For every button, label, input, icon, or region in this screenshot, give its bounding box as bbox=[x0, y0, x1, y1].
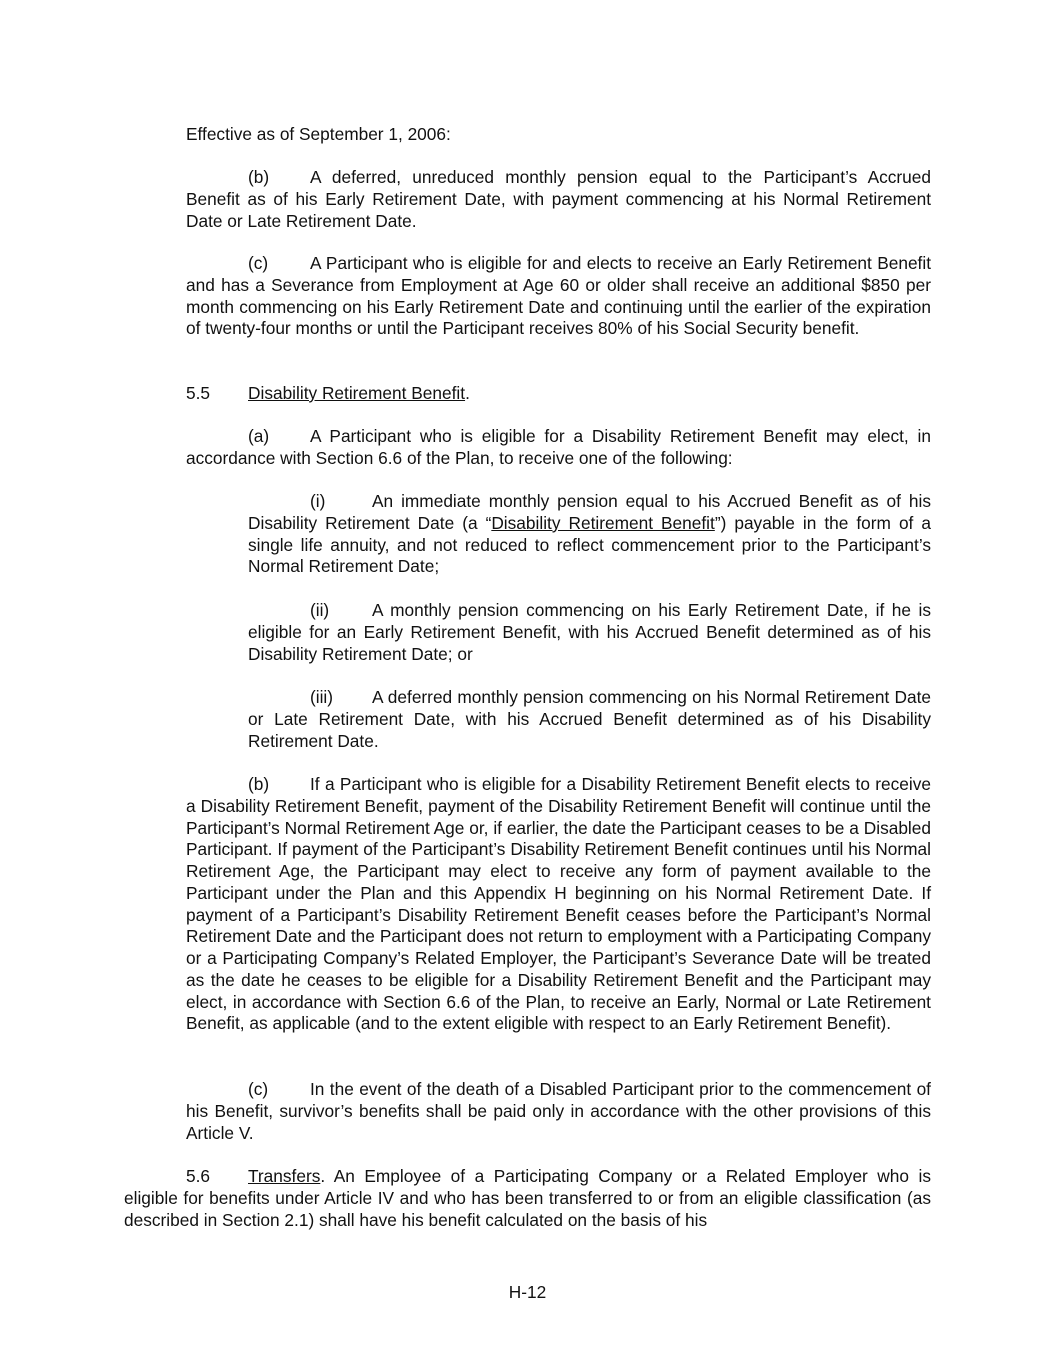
section-title-period: . bbox=[465, 383, 470, 403]
paragraph-label: (c) bbox=[248, 1079, 269, 1099]
paragraph-text: A monthly pension commencing on his Early Retirement Date, if he is eligible for an Early Retirement Benefit, with his Accrued Benefit determined as of his Disability Retirement Date; or bbox=[248, 600, 931, 664]
paragraph-label: (ii) bbox=[310, 600, 330, 620]
paragraph-label: (b) bbox=[248, 167, 270, 187]
paragraph-text: An immediate monthly pension equal to his Accrued Benefit as of his Disability Retirement Date (a “ bbox=[248, 491, 931, 533]
paragraph-label: (i) bbox=[310, 491, 326, 511]
paragraph-label: (a) bbox=[248, 426, 270, 446]
paragraph-text-continued: ”) payable in the form of a single life annuity, and not reduced to reflect commencement prior to the Participant’s Normal Retirement Date; bbox=[248, 512, 931, 577]
paragraph-5-4-c bbox=[186, 253, 931, 340]
effective-date-line: Effective as of September 1, 2006: bbox=[186, 124, 451, 144]
paragraph-label: (iii) bbox=[310, 687, 334, 707]
section-number: 5.5 bbox=[186, 383, 211, 403]
paragraph-5-5-b bbox=[186, 774, 931, 1035]
section-title: Disability Retirement Benefit bbox=[248, 383, 466, 403]
paragraph-5-5-a-iii bbox=[248, 687, 931, 752]
paragraph-5-5-a bbox=[186, 426, 931, 470]
paragraph-5-5-a-i bbox=[248, 491, 931, 578]
paragraph-5-4-b bbox=[186, 167, 931, 232]
paragraph-5-5-c bbox=[186, 1079, 931, 1144]
paragraph-label: (b) bbox=[248, 774, 270, 794]
section-5-5-heading bbox=[186, 383, 470, 405]
paragraph-text: A deferred monthly pension commencing on his Normal Retirement Date or Late Retirement Date, with his Accrued Benefit determined as of his Disability Retirement Date. bbox=[248, 687, 931, 751]
paragraph-5-5-a-ii bbox=[248, 600, 931, 665]
paragraph-text: If a Participant who is eligible for a Disability Retirement Benefit elects to receive a Disability Retirement Benefit, payment of the Disability Retirement Benefit will continue until the Participant’s Normal Retirement Age or, if earlier, the date the Participant ceases to be a Disabled Participant. If payment of the Participant’s Disability Retirement Benefit continues until his Normal Retirement Age, the Participant may elect to receive any form of payment available to the Participant under the Plan and this Appendix H beginning on his Normal Retirement Date. If payment of a Participant’s Disability Retirement Benefit ceases before the Participant’s Normal Retirement Date and the Participant does not return to employment with a Participating Company or a Participating Company’s Related Employer, the Participant’s Severance Date will be treated as the date he ceases to be eligible for a Disability Retirement Benefit and the Participant may elect, in accordance with Section 6.6 of the Plan, to receive an Early, Normal or Late Retirement Benefit, as applicable (and to the extent eligible with respect to an Early Retirement Benefit). bbox=[186, 774, 931, 1034]
defined-term: Disability Retirement Benefit bbox=[491, 512, 715, 533]
section-title: Transfers bbox=[248, 1166, 321, 1186]
paragraph-label: (c) bbox=[248, 253, 269, 273]
paragraph-text: A Participant who is eligible for and elects to receive an Early Retirement Benefit and has a Severance from Employment at Age 60 or older shall receive an additional $850 per month commencing on his Early Retirement Date and continuing until the earlier of the expiration of twenty-four months or until the Participant receives 80% of his Social Security benefit. bbox=[186, 253, 931, 339]
paragraph-text: A Participant who is eligible for a Disability Retirement Benefit may elect, in accordance with Section 6.6 of the Plan, to receive one of the following: bbox=[186, 426, 931, 468]
section-text: . An Employee of a Participating Company or a Related Employer who is eligible for benefits under Article IV and who has been transferred to or from an eligible classification (as described in Section 2.1) shall have his benefit calculated on the basis of his bbox=[124, 1166, 931, 1230]
page-number: H-12 bbox=[508, 1282, 547, 1302]
paragraph-text: A deferred, unreduced monthly pension equal to the Participant’s Accrued Benefit as of his Early Retirement Date, with payment commencing at his Normal Retirement Date or Late Retirement Date. bbox=[186, 167, 931, 231]
paragraph-text: In the event of the death of a Disabled Participant prior to the commencement of his Benefit, survivor’s benefits shall be paid only in accordance with the other provisions of this Article V. bbox=[186, 1079, 931, 1143]
section-number: 5.6 bbox=[186, 1166, 211, 1186]
section-5-6 bbox=[124, 1166, 931, 1231]
